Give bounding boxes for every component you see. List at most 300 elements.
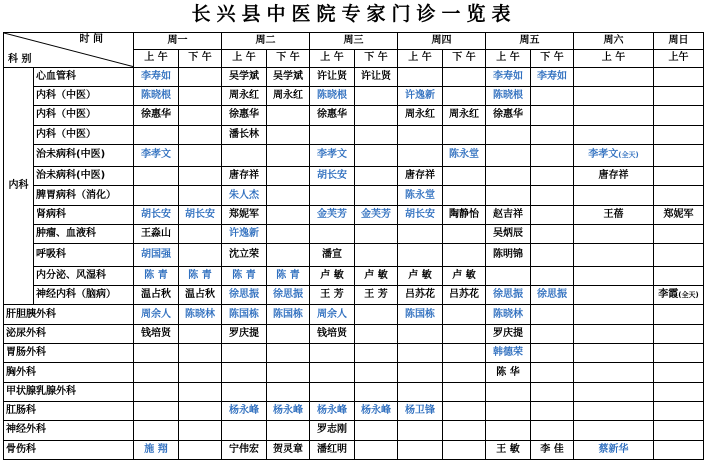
schedule-cell (398, 363, 443, 382)
table-row (4, 186, 704, 205)
header-dept-label: 科 别 (8, 53, 32, 65)
schedule-cell (179, 421, 222, 440)
schedule-cell: 宁伟宏 (222, 440, 267, 459)
schedule-cell: 钱培贤 (134, 324, 179, 343)
schedule-cell (574, 382, 654, 401)
schedule-cell: 卢 敏 (443, 266, 486, 285)
schedule-cell (267, 225, 310, 244)
schedule-cell (310, 125, 355, 144)
table-row (4, 86, 704, 105)
schedule-cell (355, 363, 398, 382)
schedule-cell: 徐思振 (486, 286, 531, 305)
schedule-cell (398, 67, 443, 86)
schedule-cell (531, 324, 574, 343)
schedule-cell (134, 167, 179, 186)
schedule-cell: 王 敏 (486, 440, 531, 459)
schedule-cell: 卢 敏 (310, 266, 355, 285)
header-sat-am: 上 午 (574, 50, 654, 67)
schedule-cell (443, 86, 486, 105)
schedule-cell (443, 167, 486, 186)
schedule-cell: 朱人杰 (222, 186, 267, 205)
schedule-cell (443, 225, 486, 244)
schedule-cell: 李寿如 (134, 67, 179, 86)
header-day-tue: 周二 (222, 33, 310, 50)
schedule-cell (486, 421, 531, 440)
schedule-cell: 胡长安 (179, 205, 222, 224)
table-row (4, 363, 704, 382)
schedule-cell: 罗庆提 (486, 324, 531, 343)
schedule-cell: 李 佳 (531, 440, 574, 459)
schedule-cell: 许让贤 (310, 67, 355, 86)
schedule-cell (398, 440, 443, 459)
schedule-cell (355, 225, 398, 244)
schedule-cell: 施 翔 (134, 440, 179, 459)
schedule-cell: 杨永峰 (267, 401, 310, 420)
schedule-body (4, 33, 704, 460)
all-day-note: (全天) (618, 151, 639, 160)
schedule-cell: 李孝文 (134, 144, 179, 166)
table-row (4, 344, 704, 363)
schedule-cell: 胡长安 (398, 205, 443, 224)
schedule-cell (654, 382, 704, 401)
table-row (4, 244, 704, 266)
schedule-cell: 杨永峰 (310, 401, 355, 420)
header-day-mon: 周一 (134, 33, 222, 50)
schedule-cell: 陈 青 (267, 266, 310, 285)
schedule-cell (486, 167, 531, 186)
table-row (4, 106, 704, 125)
schedule-cell (574, 106, 654, 125)
schedule-cell (398, 344, 443, 363)
schedule-cell (179, 344, 222, 363)
schedule-cell: 吴学斌 (222, 67, 267, 86)
schedule-cell (355, 382, 398, 401)
schedule-cell: 周余人 (134, 305, 179, 324)
schedule-cell (179, 363, 222, 382)
schedule-cell: 王 芳 (355, 286, 398, 305)
schedule-cell (310, 225, 355, 244)
schedule-cell: 杨永峰 (222, 401, 267, 420)
schedule-cell: 陈 华 (486, 363, 531, 382)
schedule-cell: 罗庆提 (222, 324, 267, 343)
schedule-cell (355, 125, 398, 144)
dept-name: 治未病科(中医) (34, 144, 134, 166)
schedule-cell: 吴炳辰 (486, 225, 531, 244)
schedule-cell: 许逸新 (398, 86, 443, 105)
schedule-cell: 陈 青 (134, 266, 179, 285)
schedule-cell (355, 244, 398, 266)
schedule-cell (531, 205, 574, 224)
schedule-cell (355, 106, 398, 125)
schedule-cell (486, 144, 531, 166)
dept-name: 肛肠科 (4, 401, 134, 420)
table-row (4, 225, 704, 244)
dept-name: 甲状腺乳腺外科 (4, 382, 134, 401)
schedule-cell (574, 324, 654, 343)
schedule-cell: 金芙芳 (355, 205, 398, 224)
schedule-cell (531, 421, 574, 440)
schedule-cell (531, 86, 574, 105)
header-day-fri: 周五 (486, 33, 574, 50)
table-row (4, 305, 704, 324)
schedule-cell (222, 421, 267, 440)
schedule-cell: 潘宣 (310, 244, 355, 266)
table-row (4, 286, 704, 305)
schedule-cell (134, 382, 179, 401)
schedule-cell (654, 324, 704, 343)
schedule-cell (486, 401, 531, 420)
schedule-cell (179, 106, 222, 125)
schedule-cell (654, 363, 704, 382)
header-time-label: 时 间 (79, 34, 103, 45)
schedule-cell: 吴学斌 (267, 67, 310, 86)
schedule-cell: 杨永峰 (355, 401, 398, 420)
schedule-cell (443, 363, 486, 382)
schedule-cell (574, 266, 654, 285)
schedule-cell: 李孝文 (310, 144, 355, 166)
header-pm: 下 午 (355, 50, 398, 67)
schedule-cell: 温占秋 (179, 286, 222, 305)
schedule-cell (134, 363, 179, 382)
schedule-cell (398, 324, 443, 343)
doctor-name: 李孝文 (588, 149, 619, 161)
schedule-cell (398, 244, 443, 266)
table-row (4, 440, 704, 459)
schedule-cell (574, 86, 654, 105)
table-row (4, 67, 704, 86)
header-corner-cell (4, 33, 134, 68)
dept-name: 呼吸科 (34, 244, 134, 266)
schedule-cell (443, 344, 486, 363)
schedule-cell (531, 305, 574, 324)
schedule-cell (267, 344, 310, 363)
schedule-cell (574, 344, 654, 363)
dept-name: 骨伤科 (4, 440, 134, 459)
schedule-cell: 徐惠华 (222, 106, 267, 125)
schedule-cell: 唐存祥 (574, 167, 654, 186)
schedule-cell (355, 186, 398, 205)
schedule-cell (310, 186, 355, 205)
header-pm: 下 午 (443, 50, 486, 67)
schedule-cell: 陈国栋 (398, 305, 443, 324)
schedule-cell (531, 363, 574, 382)
schedule-cell (179, 382, 222, 401)
schedule-cell: 陈 青 (222, 266, 267, 285)
schedule-cell (531, 186, 574, 205)
schedule-cell (398, 421, 443, 440)
dept-name: 内科（中医） (34, 86, 134, 105)
header-day-wed: 周三 (310, 33, 398, 50)
schedule-cell: 陈永堂 (443, 144, 486, 166)
dept-name: 神经外科 (4, 421, 134, 440)
schedule-cell (654, 286, 704, 305)
schedule-cell (443, 186, 486, 205)
schedule-cell (179, 244, 222, 266)
schedule-cell: 王 芳 (310, 286, 355, 305)
schedule-cell (355, 144, 398, 166)
schedule-cell (398, 125, 443, 144)
schedule-cell (531, 382, 574, 401)
schedule-cell (654, 401, 704, 420)
schedule-cell (654, 421, 704, 440)
schedule-cell: 蔡新华 (574, 440, 654, 459)
schedule-cell: 陶静怡 (443, 205, 486, 224)
schedule-cell (443, 421, 486, 440)
schedule-cell (654, 144, 704, 166)
header-pm: 下 午 (267, 50, 310, 67)
schedule-cell: 周永红 (443, 106, 486, 125)
schedule-cell: 陈国栋 (267, 305, 310, 324)
schedule-cell (654, 244, 704, 266)
schedule-cell: 李寿如 (486, 67, 531, 86)
schedule-cell (179, 401, 222, 420)
schedule-cell (574, 401, 654, 420)
schedule-cell (179, 440, 222, 459)
dept-name: 内分泌、风湿科 (34, 266, 134, 285)
schedule-cell (654, 186, 704, 205)
schedule-cell: 胡长安 (134, 205, 179, 224)
page-title: 长兴县中医院专家门诊一览表 (191, 3, 517, 25)
schedule-table (3, 32, 704, 460)
schedule-cell (531, 344, 574, 363)
schedule-cell (267, 106, 310, 125)
dept-name: 肝胆胰外科 (4, 305, 134, 324)
schedule-cell (443, 125, 486, 144)
schedule-cell: 胡长安 (310, 167, 355, 186)
schedule-cell (222, 363, 267, 382)
schedule-cell (267, 205, 310, 224)
schedule-cell (267, 144, 310, 166)
schedule-cell (134, 401, 179, 420)
schedule-cell: 郑妮军 (222, 205, 267, 224)
schedule-cell (267, 363, 310, 382)
schedule-cell (355, 86, 398, 105)
schedule-cell: 潘长林 (222, 125, 267, 144)
schedule-cell (531, 167, 574, 186)
dept-name: 治未病科(中医) (34, 167, 134, 186)
table-row (4, 205, 704, 224)
schedule-cell: 陈晓林 (486, 305, 531, 324)
schedule-cell: 徐惠华 (310, 106, 355, 125)
schedule-cell: 卢 敏 (355, 266, 398, 285)
schedule-cell: 陈明锦 (486, 244, 531, 266)
schedule-cell: 许让贤 (355, 67, 398, 86)
schedule-cell (654, 125, 704, 144)
schedule-cell (486, 186, 531, 205)
schedule-cell: 周永红 (222, 86, 267, 105)
header-day-sat: 周六 (574, 33, 654, 50)
schedule-cell (443, 305, 486, 324)
schedule-cell (179, 86, 222, 105)
schedule-cell (355, 167, 398, 186)
schedule-cell (355, 305, 398, 324)
schedule-cell (267, 382, 310, 401)
schedule-cell: 胡国强 (134, 244, 179, 266)
dept-name: 脾胃病科（消化） (34, 186, 134, 205)
table-row (4, 401, 704, 420)
schedule-cell (267, 324, 310, 343)
schedule-cell: 陈晓林 (179, 305, 222, 324)
schedule-cell: 杨卫锋 (398, 401, 443, 420)
header-pm: 下 午 (179, 50, 222, 67)
schedule-cell (179, 67, 222, 86)
schedule-cell: 温占秋 (134, 286, 179, 305)
schedule-cell (222, 144, 267, 166)
schedule-cell (222, 382, 267, 401)
schedule-cell (574, 186, 654, 205)
schedule-cell (310, 363, 355, 382)
schedule-cell (654, 86, 704, 105)
schedule-cell: 徐惠华 (486, 106, 531, 125)
schedule-cell (355, 421, 398, 440)
schedule-cell (654, 225, 704, 244)
schedule-cell (179, 167, 222, 186)
schedule-cell (134, 344, 179, 363)
schedule-cell: 钱培贤 (310, 324, 355, 343)
table-row (4, 266, 704, 285)
schedule-cell (398, 144, 443, 166)
table-row (4, 167, 704, 186)
schedule-cell: 沈立荣 (222, 244, 267, 266)
schedule-cell (443, 401, 486, 420)
schedule-cell (267, 244, 310, 266)
schedule-cell (574, 144, 654, 166)
schedule-cell (654, 266, 704, 285)
schedule-cell (134, 186, 179, 205)
schedule-cell: 李寿如 (531, 67, 574, 86)
schedule-cell (267, 186, 310, 205)
schedule-cell: 赵吉祥 (486, 205, 531, 224)
doctor-name: 李霞 (658, 289, 679, 301)
schedule-cell (531, 144, 574, 166)
schedule-cell (486, 382, 531, 401)
table-row (4, 421, 704, 440)
schedule-cell (574, 286, 654, 305)
schedule-cell (355, 344, 398, 363)
schedule-cell (355, 440, 398, 459)
schedule-cell (486, 266, 531, 285)
header-day-thu: 周四 (398, 33, 486, 50)
schedule-cell (531, 266, 574, 285)
schedule-cell (267, 125, 310, 144)
schedule-cell (654, 167, 704, 186)
header-am: 上 午 (310, 50, 355, 67)
table-row (4, 324, 704, 343)
schedule-cell: 周永红 (267, 86, 310, 105)
schedule-cell: 周余人 (310, 305, 355, 324)
schedule-cell (398, 225, 443, 244)
schedule-cell (574, 363, 654, 382)
schedule-cell (574, 421, 654, 440)
schedule-cell (531, 106, 574, 125)
schedule-cell: 唐存祥 (222, 167, 267, 186)
schedule-cell (654, 106, 704, 125)
schedule-cell (355, 324, 398, 343)
schedule-cell (443, 67, 486, 86)
schedule-cell: 徐惠华 (134, 106, 179, 125)
schedule-cell: 陈晓根 (134, 86, 179, 105)
schedule-cell (574, 225, 654, 244)
header-day-sun: 周日 (654, 33, 704, 50)
schedule-cell (134, 125, 179, 144)
table-row (4, 382, 704, 401)
schedule-cell: 卢 敏 (398, 266, 443, 285)
schedule-cell (179, 144, 222, 166)
schedule-cell (398, 382, 443, 401)
schedule-cell (443, 324, 486, 343)
schedule-cell (310, 344, 355, 363)
schedule-cell (443, 440, 486, 459)
schedule-cell: 潘红明 (310, 440, 355, 459)
header-am: 上 午 (486, 50, 531, 67)
schedule-cell (654, 344, 704, 363)
dept-name: 内科（中医） (34, 125, 134, 144)
schedule-cell (531, 125, 574, 144)
schedule-cell: 金芙芳 (310, 205, 355, 224)
schedule-cell (310, 382, 355, 401)
schedule-cell: 陈晓根 (310, 86, 355, 105)
category-neike: 内科 (4, 67, 34, 305)
dept-name: 神经内科（脑病） (34, 286, 134, 305)
schedule-cell: 吕苏花 (398, 286, 443, 305)
schedule-cell: 王蓓 (574, 205, 654, 224)
schedule-cell (443, 382, 486, 401)
header-sun-am: 上午 (654, 50, 704, 67)
schedule-cell (179, 186, 222, 205)
schedule-cell: 韩德荣 (486, 344, 531, 363)
dept-name: 泌尿外科 (4, 324, 134, 343)
header-pm: 下 午 (531, 50, 574, 67)
schedule-cell: 徐思振 (267, 286, 310, 305)
schedule-cell: 周永红 (398, 106, 443, 125)
schedule-cell (443, 244, 486, 266)
schedule-cell (654, 305, 704, 324)
schedule-cell: 贺灵章 (267, 440, 310, 459)
schedule-cell (531, 225, 574, 244)
schedule-cell (574, 305, 654, 324)
schedule-cell: 许逸新 (222, 225, 267, 244)
schedule-cell (574, 125, 654, 144)
schedule-cell: 郑妮军 (654, 205, 704, 224)
schedule-cell (574, 244, 654, 266)
header-am: 上 午 (398, 50, 443, 67)
schedule-cell (179, 225, 222, 244)
schedule-cell: 徐思振 (531, 286, 574, 305)
schedule-cell (531, 244, 574, 266)
header-row-days (4, 33, 704, 50)
schedule-cell: 徐思振 (222, 286, 267, 305)
dept-name: 内科（中医） (34, 106, 134, 125)
dept-name: 心血管科 (34, 67, 134, 86)
schedule-cell (574, 67, 654, 86)
schedule-cell: 罗志刚 (310, 421, 355, 440)
header-am: 上 午 (222, 50, 267, 67)
schedule-cell (267, 167, 310, 186)
schedule-cell (531, 401, 574, 420)
schedule-cell (134, 421, 179, 440)
schedule-cell: 吕苏花 (443, 286, 486, 305)
dept-name: 肿瘤、血液科 (34, 225, 134, 244)
schedule-cell: 陈国栋 (222, 305, 267, 324)
schedule-cell: 陈晓根 (486, 86, 531, 105)
all-day-note: (全天) (678, 291, 699, 300)
schedule-cell: 王淼山 (134, 225, 179, 244)
dept-name: 肾病科 (34, 205, 134, 224)
table-row (4, 144, 704, 166)
schedule-cell (654, 440, 704, 459)
schedule-cell: 陈永堂 (398, 186, 443, 205)
schedule-cell: 唐存祥 (398, 167, 443, 186)
